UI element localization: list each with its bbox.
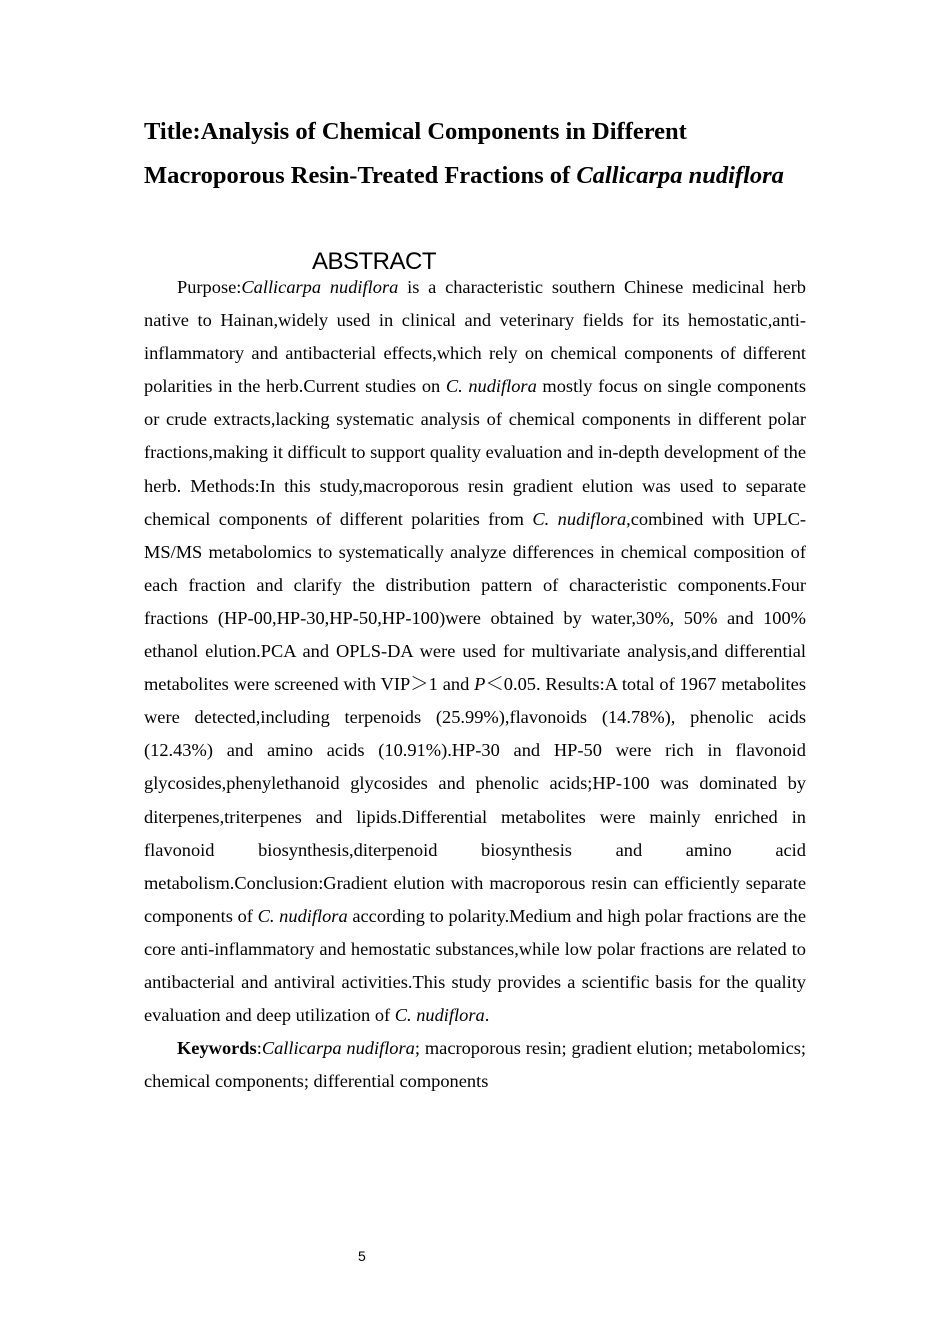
species-name: Callicarpa nudiflora bbox=[241, 277, 399, 297]
abstract-text-2: mostly focus on single components or crude extracts,lacking systematic analysis of chemical components in different polar fractions,making it difficult to support quality evaluation and in-depth development of the herb. Methods:In this study,macroporous resin gradient elution was used to separate chemical components of different polarities from bbox=[144, 376, 806, 529]
keywords-paragraph bbox=[144, 1032, 806, 1098]
keyword-species: Callicarpa nudiflora bbox=[261, 1038, 415, 1059]
abstract-text-3: ,combined with UPLC-MS/MS metabolomics to systematically analyze differences in chemical composition of each fraction and clarify the distribution pattern of characteristic components.Four fractions (HP-00,HP-30,HP-50,HP-100)were obtained by water,30%, 50% and 100% ethanol elution.PCA and OPLS-DA were used for multivariate analysis,and differential metabolites were screened with VIP＞1 and bbox=[144, 508, 806, 695]
abstract-text-1: is a characteristic southern Chinese medicinal herb native to Hainan,widely used in clinical and veterinary fields for its hemostatic,anti-inflammatory and antibacterial effects,which rely on chemical components of different polarities in the herb.Current studies on bbox=[144, 277, 806, 397]
keywords-label: Keywords bbox=[177, 1038, 257, 1059]
p-value-symbol: P bbox=[474, 674, 486, 695]
keywords-list: ; macroporous resin; gradient elution; metabolomics; chemical components; differential components bbox=[144, 1038, 806, 1092]
page-number: 5 bbox=[358, 1248, 366, 1264]
species-abbreviation: C. nudiflora bbox=[394, 1005, 485, 1026]
keywords-colon: : bbox=[256, 1038, 262, 1059]
abstract-text-4: ＜0.05. Results:A total of 1967 metabolites were detected,including terpenoids (25.99%),flavonoids (14.78%), phenolic acids (12.43%) and amino acids (10.91%).HP-30 and HP-50 were rich in flavonoid glycosides,phenylethanoid glycosides and phenolic acids;HP-100 was dominated by diterpenes,triterpenes and lipids.Differential metabolites were mainly enriched in flavonoid biosynthesis,diterpenoid biosynthesis and amino acid metabolism.Conclusion:Gradient elution with macroporous resin can efficiently separate components of bbox=[144, 674, 806, 926]
abstract-text-5: according to polarity.Medium and high polar fractions are the core anti-inflammatory and hemostatic substances,while low polar fractions are related to antibacterial and antiviral activities.This study provides a scientific basis for the quality evaluation and deep utilization of bbox=[144, 905, 806, 1026]
species-abbreviation: C. nudiflora bbox=[257, 905, 348, 926]
species-abbreviation: C. nudiflora bbox=[445, 376, 537, 397]
abstract-text-6: . bbox=[484, 1005, 490, 1026]
species-abbreviation: C. nudiflora bbox=[532, 508, 627, 529]
abstract-body bbox=[144, 271, 806, 1098]
title-species: Callicarpa nudiflora bbox=[576, 162, 784, 189]
purpose-label: Purpose: bbox=[177, 277, 242, 297]
title-text: Title:Analysis of Chemical Components in Different Macroporous Resin-Treated Fractions of bbox=[144, 118, 687, 189]
paper-title bbox=[144, 110, 784, 198]
abstract-heading: ABSTRACT bbox=[312, 248, 437, 275]
abstract-paragraph bbox=[144, 271, 806, 1032]
